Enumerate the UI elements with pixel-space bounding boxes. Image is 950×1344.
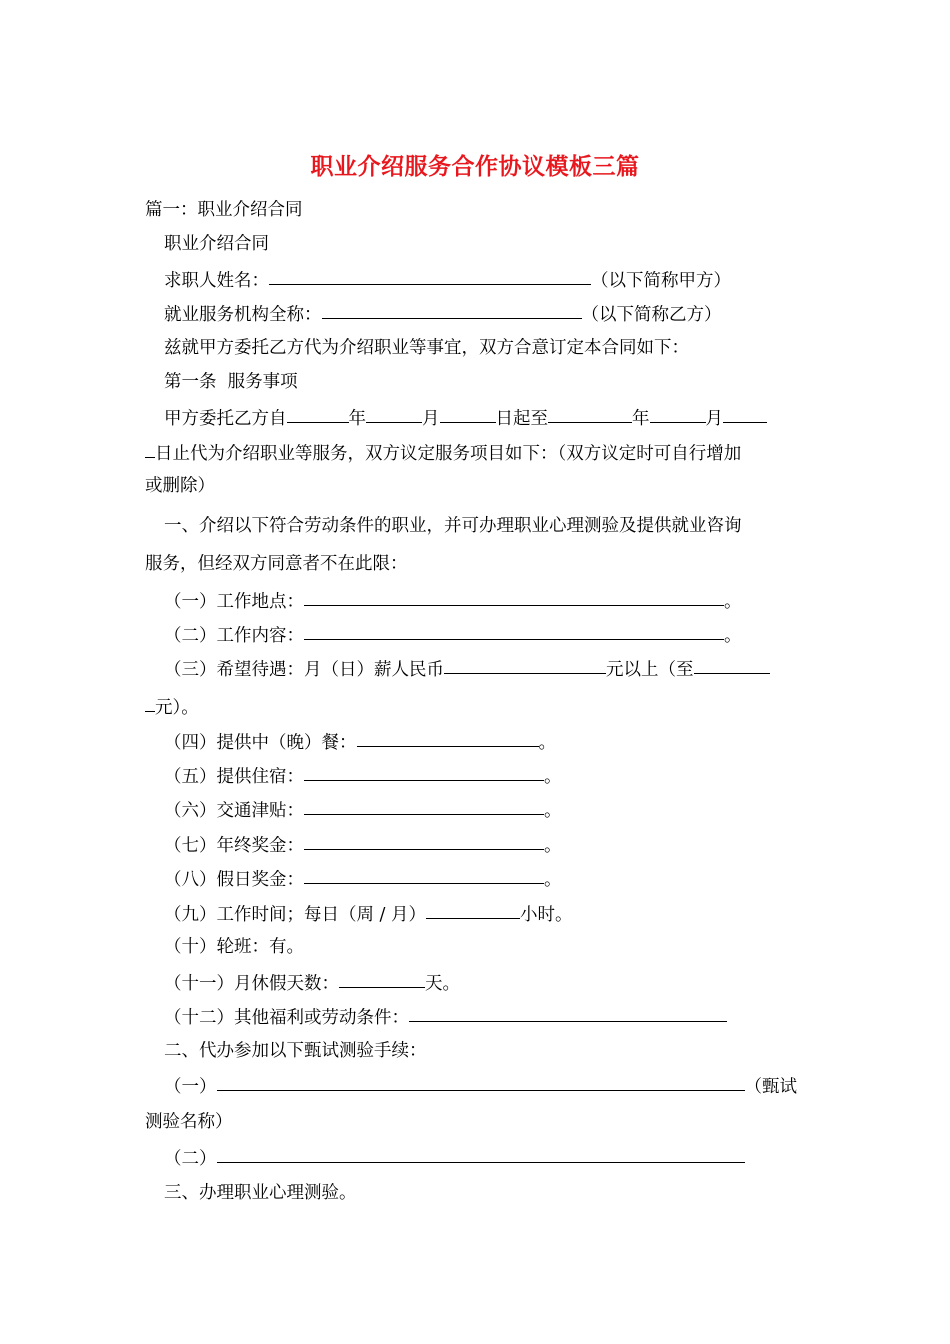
leave-days-blank xyxy=(339,965,425,988)
punctuation: 。 xyxy=(544,801,562,821)
exam-one-line xyxy=(164,1068,797,1104)
meal-blank xyxy=(357,724,539,747)
punctuation: 。 xyxy=(724,592,742,612)
party-b-label: 就业服务机构全称： xyxy=(164,305,322,325)
other-benefits-line xyxy=(164,999,727,1035)
salary-continuation xyxy=(145,689,199,725)
housing-blank xyxy=(304,758,544,781)
exam-two-blank xyxy=(217,1140,745,1163)
field-suffix: 元以上（至 xyxy=(606,660,694,680)
salary-blank xyxy=(444,651,606,674)
month-label: 月 xyxy=(422,409,440,429)
work-hours-line xyxy=(164,896,573,932)
punctuation: 。 xyxy=(544,836,562,856)
party-b-blank xyxy=(322,296,582,319)
field-label: （五）提供住宿： xyxy=(164,767,304,787)
meal-line xyxy=(164,724,556,760)
field-label: （九）工作时间；每日（周 / 月） xyxy=(164,905,427,925)
field-label: （一）工作地点： xyxy=(164,592,304,612)
period-label: 甲方委托乙方自 xyxy=(164,409,287,429)
field-label: （十一）月休假天数： xyxy=(164,974,339,994)
work-content-line xyxy=(164,617,742,653)
field-suffix: 元）。 xyxy=(155,698,199,718)
punctuation: 。 xyxy=(724,626,742,646)
paragraph: 一、介绍以下符合劳动条件的职业，并可办理职业心理测验及提供就业咨询 xyxy=(164,516,742,536)
party-b-line xyxy=(164,296,722,332)
party-a-blank xyxy=(269,262,591,285)
year-end-bonus-blank xyxy=(304,827,544,850)
work-content-blank xyxy=(304,617,724,640)
paragraph: 服务，但经双方同意者不在此限： xyxy=(145,554,408,574)
party-a-line xyxy=(164,262,731,298)
punctuation: 。 xyxy=(544,767,562,787)
field-suffix: 小时。 xyxy=(520,905,573,925)
end-month-blank xyxy=(650,400,706,423)
end-day-blank xyxy=(723,400,767,423)
year-end-bonus-line xyxy=(164,827,562,863)
field-suffix: （甄试 xyxy=(744,1077,797,1097)
shift-line: （十）轮班：有。 xyxy=(164,937,304,957)
salary-line xyxy=(164,651,770,687)
holiday-bonus-blank xyxy=(304,861,544,884)
housing-line xyxy=(164,758,562,794)
year-label: 年 xyxy=(632,409,650,429)
contract-title: 职业介绍合同 xyxy=(164,234,269,254)
punctuation: 。 xyxy=(544,870,562,890)
salary-max-blank xyxy=(694,651,770,674)
other-benefits-blank xyxy=(409,999,727,1022)
start-day-blank xyxy=(440,400,496,423)
party-a-label: 求职人姓名： xyxy=(164,271,269,291)
punctuation: 。 xyxy=(538,733,556,753)
salary-max-blank-continued xyxy=(145,689,155,712)
paragraph: 测验名称） xyxy=(145,1112,233,1132)
paragraph: 三、办理职业心理测验。 xyxy=(164,1183,357,1203)
article-heading: 第一条 服务事项 xyxy=(164,372,298,392)
party-b-suffix: （以下简称乙方） xyxy=(581,305,722,325)
field-label: （三）希望待遇：月（日）薪人民币 xyxy=(164,660,444,680)
exam-one-blank xyxy=(217,1068,745,1091)
field-label: （六）交通津贴： xyxy=(164,801,304,821)
service-period-line xyxy=(164,400,767,436)
section-heading: 篇一：职业介绍合同 xyxy=(145,200,303,220)
work-hours-blank xyxy=(426,896,520,919)
service-period-continuation xyxy=(145,435,741,471)
end-day-blank-continued xyxy=(145,435,155,458)
month-label: 月 xyxy=(705,409,723,429)
field-label: （四）提供中（晚）餐： xyxy=(164,733,357,753)
field-label: （二）工作内容： xyxy=(164,626,304,646)
exam-two-line xyxy=(164,1140,745,1176)
party-a-suffix: （以下简称甲方） xyxy=(591,271,731,291)
end-year-blank xyxy=(548,400,632,423)
paragraph: 日止代为介绍职业等服务，双方议定服务项目如下：（双方议定时可自行增加 xyxy=(155,444,742,464)
paragraph: 或删除） xyxy=(145,476,215,496)
field-suffix: 天。 xyxy=(425,974,460,994)
leave-days-line xyxy=(164,965,460,1001)
document-title: 职业介绍服务合作协议模板三篇 xyxy=(310,153,640,180)
field-label: （二） xyxy=(164,1149,217,1169)
holiday-bonus-line xyxy=(164,861,562,897)
field-label: （七）年终奖金： xyxy=(164,836,304,856)
start-year-blank xyxy=(287,400,349,423)
year-label: 年 xyxy=(348,409,366,429)
work-location-line xyxy=(164,583,742,619)
transport-blank xyxy=(304,792,544,815)
paragraph: 二、代办参加以下甄试测验手续： xyxy=(164,1041,427,1061)
work-location-blank xyxy=(304,583,724,606)
field-label: （一） xyxy=(164,1077,217,1097)
paragraph: 兹就甲方委托乙方代为介绍职业等事宜，双方合意订定本合同如下： xyxy=(164,338,689,358)
start-month-blank xyxy=(366,400,422,423)
field-label: （十二）其他福利或劳动条件： xyxy=(164,1008,409,1028)
until-label: 日起至 xyxy=(495,409,548,429)
field-label: （八）假日奖金： xyxy=(164,870,304,890)
transport-line xyxy=(164,792,562,828)
